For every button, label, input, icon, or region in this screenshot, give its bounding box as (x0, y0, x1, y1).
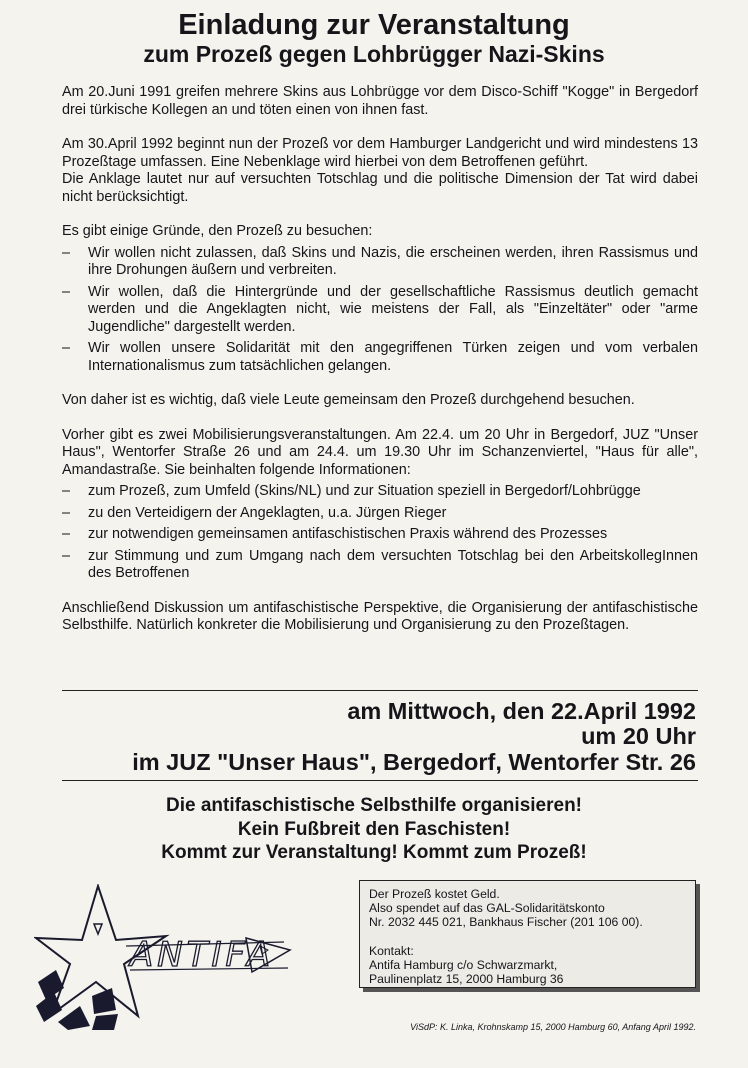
donation-account: Nr. 2032 445 021, Bankhaus Fischer (201 106 00). (369, 915, 643, 930)
list-item: – zu den Verteidigern der Angeklagten, u.a. Jürgen Rieger (62, 505, 698, 523)
contact-line: Antifa Hamburg c/o Schwarzmarkt, (369, 957, 558, 972)
intro-paragraph-2: Am 30.April 1992 beginnt nun der Prozeß vor dem Hamburger Landgericht und wird mindestens 13 Prozeßtage umfassen. Eine Nebenklage wird hierbei von dem Betroffenen geführt. (62, 136, 698, 170)
slogans (0, 794, 748, 865)
mobilisation-list (62, 483, 698, 583)
donation-line: Der Prozeß kostet Geld. (369, 887, 500, 901)
divider-top (62, 690, 698, 691)
intro-paragraph-3: Die Anklage lautet nur auf versuchten Totschlag und die politische Dimension der Tat wird dabei nicht berücksichtigt. (62, 171, 698, 205)
list-item: – Wir wollen unsere Solidarität mit den angegriffenen Türken zeigen und vom verbalen Internationalismus zum tatsächlichen gelangen. (62, 340, 698, 375)
reasons-list (62, 245, 698, 376)
list-item: – zur Stimmung und zum Umgang nach dem versuchten Totschlag bei den ArbeitskollegInnen des Betroffenen (62, 548, 698, 583)
mobilisation-outro: Anschließend Diskussion um antifaschistische Perspektive, die Organisierung der antifaschistische Selbsthilfe. Natürlich konkreter die Mobilisierung und Organisierung zu den Prozeßtagen. (62, 599, 698, 633)
list-item: – Wir wollen nicht zulassen, daß Skins und Nazis, die erscheinen werden, ihren Rassismus und ihre Drohungen äußern und verbreiten. (62, 245, 698, 280)
antifa-star-logo (34, 884, 296, 1034)
intro-paragraph-1: Am 20.Juni 1991 greifen mehrere Skins aus Lohbrügge vor dem Disco-Schiff "Kogge" in Bergedorf drei türkische Kollegen an und töten einen von ihnen fast. (62, 84, 698, 118)
slogan-line: Kommt zur Veranstaltung! Kommt zum Prozeß! (161, 842, 587, 863)
contact-line: Paulinenplatz 15, 2000 Hamburg 36 (369, 972, 564, 987)
logo-lettering: ANTIFA (130, 935, 275, 975)
page-subtitle: zum Prozeß gegen Lohbrügger Nazi-Skins (143, 41, 605, 67)
flyer-body (62, 84, 698, 635)
event-place: im JUZ "Unser Haus", Bergedorf, Wentorfer Str. 26 (132, 749, 696, 775)
list-item: – Wir wollen, daß die Hintergründe und der gesellschaftliche Rassismus deutlich gemacht werden und die Angeklagten nicht, wie meistens der Fall, als "Einzeltäter" oder "arme Jugendliche" dargestellt werden. (62, 284, 698, 337)
list-item: – zur notwendigen gemeinsamen antifaschistischen Praxis während des Prozesses (62, 526, 698, 544)
divider-bottom (62, 780, 698, 781)
conclusion-paragraph: Von daher ist es wichtig, daß viele Leute gemeinsam den Prozeß durchgehend besuchen. (62, 392, 635, 408)
mobilisation-lead: Vorher gibt es zwei Mobilisierungsveranstaltungen. Am 22.4. um 20 Uhr in Bergedorf, JUZ "Unser Haus", Wentorfer Straße 26 und am 24.4. um 19.30 Uhr im Schanzenviertel, "Haus für alle", Amandastraße. Sie beinhalten folgende Informationen: (62, 426, 698, 478)
donation-contact-box (359, 880, 696, 988)
donation-line: Also spendet auf das GAL-Solidaritätskonto (369, 901, 605, 916)
slogan-line: Kein Fußbreit den Faschisten! (237, 818, 511, 840)
list-item: – zum Prozeß, zum Umfeld (Skins/NL) und zur Situation speziell in Bergedorf/Lohbrügge (62, 483, 698, 501)
slogan-line: Die antifaschistische Selbsthilfe organisieren! (165, 795, 582, 816)
contact-label: Kontakt: (369, 943, 414, 958)
imprint-note: ViSdP: K. Linka, Krohnskamp 15, 2000 Hamburg 60, Anfang April 1992. (410, 1022, 696, 1032)
reasons-lead: Es gibt einige Gründe, den Prozeß zu besuchen: (62, 223, 373, 239)
event-time: um 20 Uhr (581, 723, 696, 749)
page-title: Einladung zur Veranstaltung (178, 9, 570, 41)
event-date: am Mittwoch, den 22.April 1992 (347, 698, 696, 724)
